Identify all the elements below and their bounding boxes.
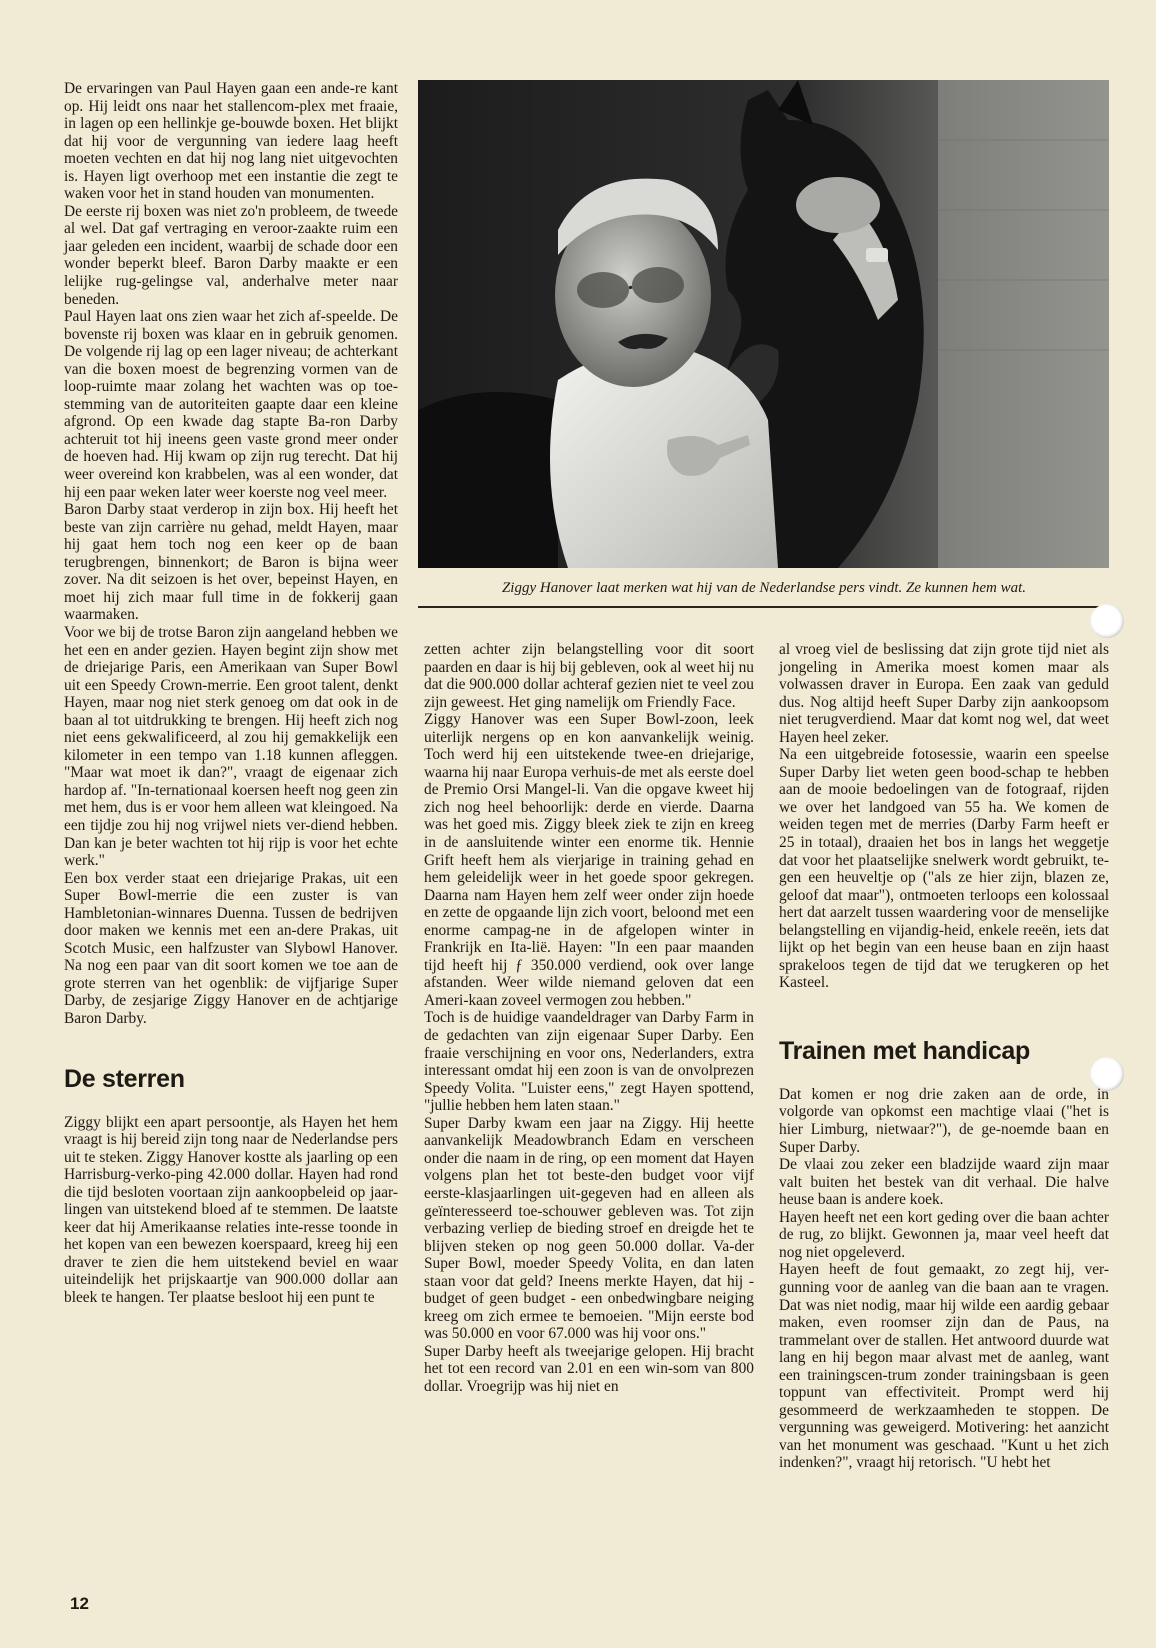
paragraph: Hayen heeft de fout gemaakt, zo zegt hij, ver-gunning voor de aanleg van die baan aan te vragen. Dat was niet nodig, maar hij wilde een aardig gebaar maken, even roomser zijn dan de Paus, na trammelant over de stallen. Het antwoord duurde wat lang en hij begon maar alvast met de aanleg, want een trainingscen-trum zonder trainingsbaan is geen toppunt van effectiviteit. Prompt werd hij gesommeerd de werkzaamheden te stoppen. De vergunning was geweigerd. Motivering: het aanzicht van het monument was geschaad. "Kunt u het zich indenken?", vraagt hij retorisch. "U hebt het bbox=[779, 1261, 1109, 1472]
paragraph: Hayen heeft net een kort geding over die baan achter de rug, zo blijkt. Gewonnen ja, maar veel heeft dat nog niet opgeleverd. bbox=[779, 1208, 1109, 1261]
paragraph: Paul Hayen laat ons zien waar het zich af-speelde. De bovenste rij boxen was klaar en in gebruik genomen. De volgende rij lag op een lager niveau; de achterkant van die boxen moest de begrenzing vormen van de loop-ruimte maar zolang het wachten was op toe-stemming van de autoriteiten gaapte daar een kleine afgrond. Op een kwade dag stapte Ba-ron Darby achteruit tot hij ineens geen vaste grond meer onder de hoeven had. Hij kwam op zijn rug terecht. Dat hij weer overeind kon krabbelen, was al een wonder, dat hij een paar weken later weer koerste nog veel meer. bbox=[64, 308, 398, 501]
paragraph: Voor we bij de trotse Baron zijn aangeland hebben we het een en ander gezien. Hayen begint zijn show met de driejarige Paris, een Amerikaan van Super Bowl uit een Speedy Crown-merrie. Een groot talent, denkt Hayen, maar nog niet sterk genoeg om dat ook in de baan al tot uitdrukking te brengen. Hij heeft zich nog niet eens gekwalificeerd, al zou hij gemakkelijk een kilometer in een tempo van 1.18 kunnen afleggen. "Maar wat moet ik dan?", vraagt de eigenaar zich hardop af. "In-ternationaal koersen heeft nog geen zin met hem, dus is er voor hem alleen wat kleingoed. Na een tijdje zou hij nog vrijwel niets ver-diend hebben. Dan kan je beter wachten tot hij rijp is voor het echte werk." bbox=[64, 623, 398, 870]
section-heading: De sterren bbox=[64, 1064, 185, 1093]
paragraph: Na een uitgebreide fotosessie, waarin een speelse Super Darby liet weten geen bood-schap te hebben aan de mooie bedoelingen van de fotograaf, rijden we over het landgoed van 55 ha. We komen de weiden tegen met de merries (Darby Farm heeft er 25 in totaal), draaien het bos in langs het weggetje dat voor het plaatselijke snelwerk wordt gebruikt, te-gen een heuveltje op ("als ze hier zijn, blazen ze, geloof dat maar"), ontmoeten terloops een kolossaal hert dat aarzelt tussen waardering voor de menselijke belangstelling en vijandig-heid, enkele reeën, iets dat lijkt op het begin van een heuse baan en zijn haast sprakeloos tegen de tijd dat we terugkeren op het Kasteel. bbox=[779, 746, 1109, 992]
page-number: 12 bbox=[70, 1594, 89, 1613]
section-heading: Trainen met handicap bbox=[779, 1036, 1031, 1065]
article-column-2 bbox=[424, 641, 754, 1396]
paragraph: Super Darby kwam een jaar na Ziggy. Hij heette aanvankelijk Meadowbranch Edam en verscheen onder die naam in de ring, op een moment dat Hayen volgens plan het tot beste-den budget voor vijf eerste-klasjaarlingen uit-gegeven had en alleen als geïnteresseerd toe-schouwer gebleven was. Tot zijn verbazing verliep de bieding stroef en dreigde het te blijven steken op nog geen 50.000 dollar. Va-der Super Bowl, moeder Speedy Volita, en dan laten staan voor dat geld? Ineens merkte Hayen, dat hij - budget of geen budget - een onbedwingbare neiging kreeg om zich ermee te bemoeien. "Mijn eerste bod was 50.000 en voor 67.000 was hij voor ons." bbox=[424, 1114, 754, 1343]
paragraph: De eerste rij boxen was niet zo'n probleem, de tweede al wel. Dat gaf vertraging en veroor-zaakte ruim een jaar geleden een incident, waarbij de schade door een wonder beperkt bleef. Baron Darby maakte er een lelijke rug-gelingse val, anderhalve meter naar beneden. bbox=[64, 202, 398, 308]
photo-man-with-horse bbox=[418, 80, 1109, 568]
paragraph: Dat komen er nog drie zaken aan de orde, in volgorde van opkomst een machtige vlaai ("het is hier Limburg, nietwaar?"), de ge-noemde baan en Super Darby. bbox=[779, 1085, 1109, 1156]
caption-divider bbox=[418, 606, 1109, 608]
paragraph: Een box verder staat een driejarige Prakas, uit een Super Bowl-merrie die een zuster is van Hambletonian-winnares Duenna. Tussen de bedrijven door maken we kennis met een an-dere Prakas, uit Scotch Music, een halfzuster van Slybowl Hanover. Na nog een paar van dit soort komen we toe aan de grote sterren van het ogenblik: de vijfjarige Super Darby, de zesjarige Ziggy Hanover en de achtjarige Baron Darby. bbox=[64, 869, 398, 1027]
paragraph: Ziggy blijkt een apart persoontje, als Hayen het hem vraagt is hij bereid zijn tong naar de Nederlandse pers uit te steken. Ziggy Hanover kostte als jaarling op een Harrisburg-verko-ping 42.000 dollar. Hayen had rond die tijd besloten voortaan zijn aankoopbeleid op jaar-lingen van uitstekend bloed af te stemmen. De laatste keer dat hij Amerikaanse relaties inte-resse toonde in het kopen van een bewezen koerspaard, kreeg hij een draver te zien die hem uitstekend beviel en waar uiteindelijk het prijskaartje van 900.000 dollar aan bleek te hangen. Ter plaatse besloot hij een punt te bbox=[64, 1113, 398, 1306]
paragraph: Ziggy Hanover was een Super Bowl-zoon, leek uiterlijk nergens op en kon aanvankelijk weinig. Toch werd hij een uitstekende twee-en driejarige, waarna hij naar Europa verhuis-de met als eerste doel de Premio Orsi Mangel-li. Van die opgave kweet hij zich nog heel behoorlijk: derde en vierde. Daarna was het goed mis. Ziggy bleek ziek te zijn en kreeg in de aansluitende winter een enorme tik. Hennie Grift heeft hem als vierjarige in training gehad en hem geleidelijk weer in het goede spoor gekregen. Daarna nam Hayen hem zelf weer onder zijn hoede en zette de opgaande lijn zich voort, beloond met een enorme campag-ne in de afgelopen winter in Frankrijk en Ita-lië. Hayen: "In een paar maanden tijd heeft hij ƒ 350.000 verdiend, ook over lange afstanden. Weer wilde niemand geloven dat een Ameri-kaan zoveel vermogen zou hebben." bbox=[424, 711, 754, 1009]
paragraph: Toch is de huidige vaandeldrager van Darby Farm in de gedachten van zijn eigenaar Super Darby. Een fraaie verschijning en voor ons, Nederlanders, extra interessant omdat hij een zoon is van de onvolprezen Speedy Volita. "Luister eens," zegt Hayen spottend, "jullie hebben hem laten staan." bbox=[424, 1009, 754, 1115]
punch-hole bbox=[1090, 604, 1124, 638]
article-column-1 bbox=[64, 80, 398, 1307]
paragraph: zetten achter zijn belangstelling voor dit soort paarden en daar is hij bij gebleven, ook al weet hij nu dat die 900.000 dollar achteraf gezien niet te veel zou zijn geweest. Het ging namelijk om Friendly Face. bbox=[424, 641, 754, 711]
paragraph: De vlaai zou zeker een bladzijde waard zijn maar valt buiten het bestek van dit verhaal. Die halve heuse baan is andere koek. bbox=[779, 1156, 1109, 1209]
paragraph: al vroeg viel de beslissing dat zijn grote tijd niet als jongeling in Amerika moest komen maar als volwassen draver in Europa. Een zaak van geduld dus. Nog altijd heeft Super Darby zijn aankoopsom niet terugverdiend. Maar dat komt nog wel, dat weet Hayen heel zeker. bbox=[779, 641, 1109, 746]
paragraph: De ervaringen van Paul Hayen gaan een ande-re kant op. Hij leidt ons naar het stallencom-plex met fraaie, in lagen op een hellinkje ge-bouwde boxen. Het blijkt dat hij voor de vergunning van iedere laag heeft moeten vechten en dat hij nog lang niet uitgevochten is. Hayen ligt overhoop met een instantie die zegt te waken voor het in stand houden van monumenten. bbox=[64, 80, 398, 203]
photo-caption: Ziggy Hanover laat merken wat hij van de Nederlandse pers vindt. Ze kunnen hem wat. bbox=[501, 580, 1027, 596]
article-column-3 bbox=[779, 641, 1109, 1472]
paragraph: Baron Darby staat verderop in zijn box. Hij heeft het beste van zijn carrière nu gehad, meldt Hayen, maar hij gaat hem toch nog een keer op de baan terugbrengen, binnenkort; de Baron is bijna weer zover. Na dit seizoen is het over, bepeinst Hayen, en moet hij zich maar full time in de fokkerij gaan waarmaken. bbox=[64, 501, 398, 624]
paragraph: Super Darby heeft als tweejarige gelopen. Hij bracht het tot een record van 2.01 en een win-som van 800 dollar. Vroegrijp was hij niet en bbox=[424, 1342, 754, 1395]
